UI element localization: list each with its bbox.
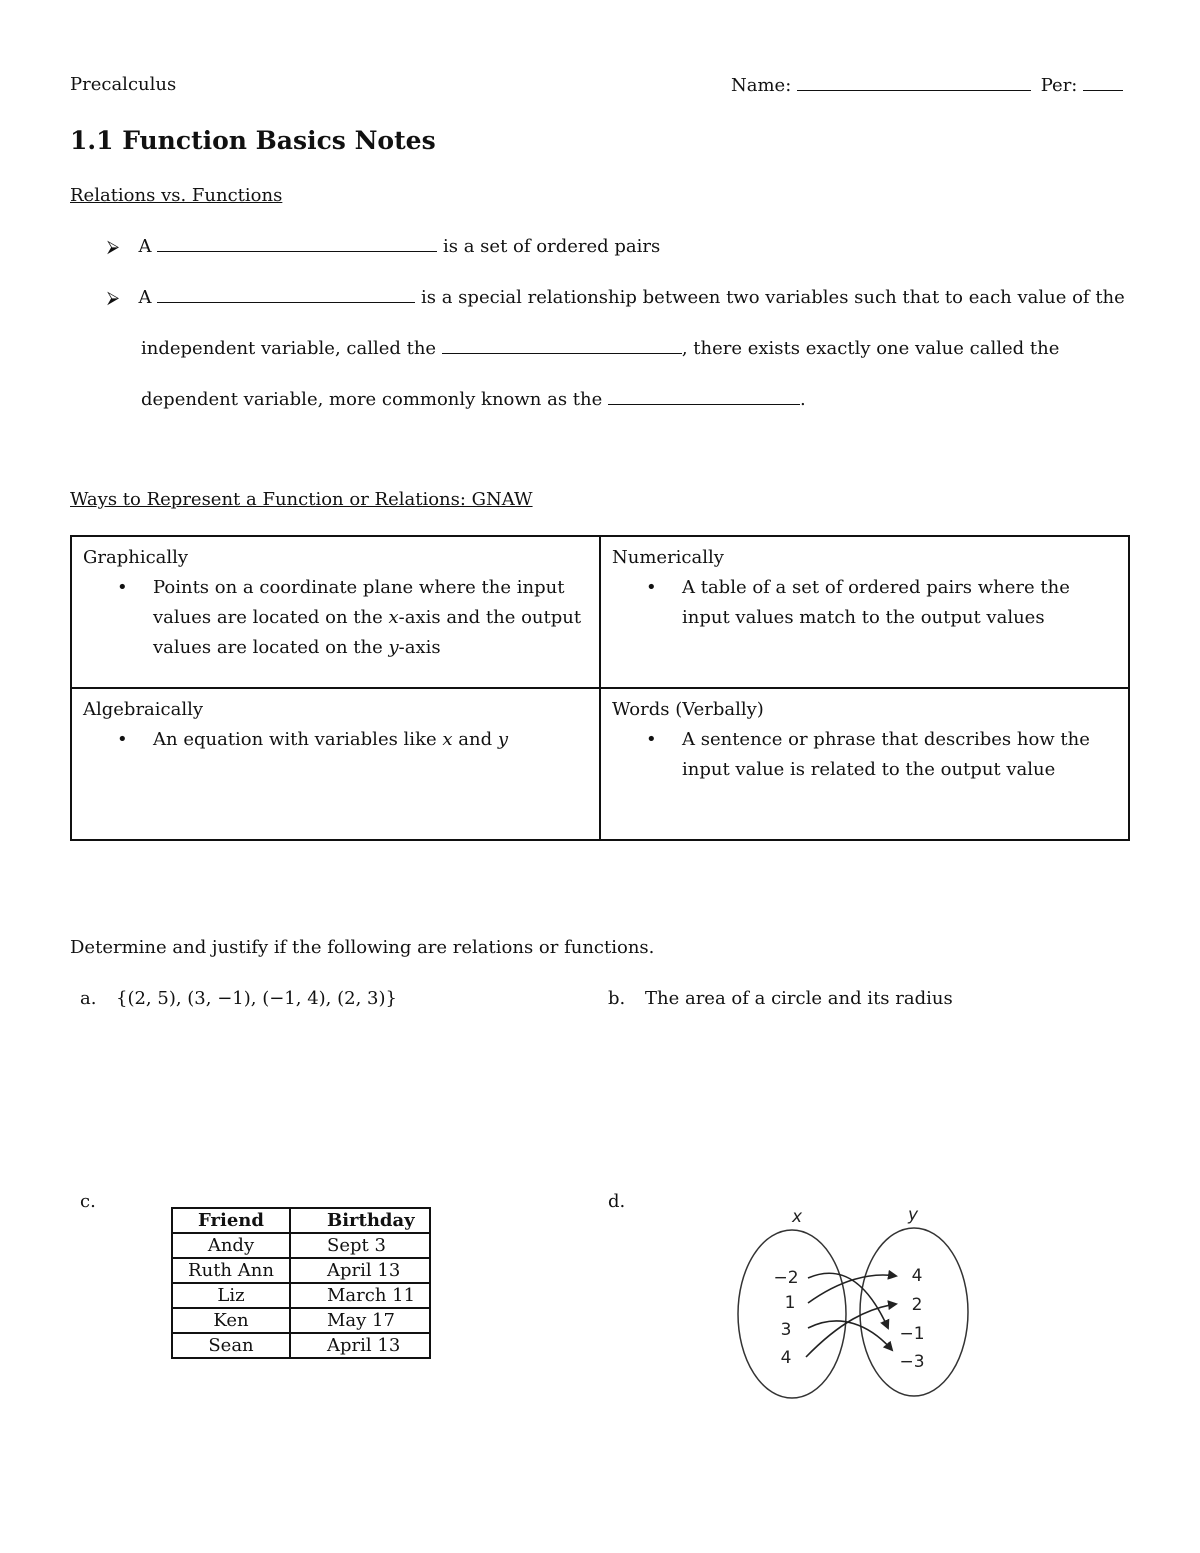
relations-heading: Relations vs. Functions (70, 185, 283, 206)
range-value: 4 (911, 1266, 923, 1286)
problem-c-label: c. (80, 1191, 96, 1212)
domain-value: 4 (780, 1348, 792, 1368)
cell-title: Algebraically (83, 699, 204, 720)
domain-value: −2 (773, 1268, 799, 1288)
problem-d-label: d. (608, 1191, 626, 1212)
cell-title: Numerically (612, 547, 724, 568)
cell-title: Words (Verbally) (612, 699, 764, 720)
domain-oval (738, 1230, 846, 1398)
function-blank[interactable] (157, 286, 415, 303)
arrow-bullet-icon: ⮚ (107, 288, 120, 308)
cell-bullet: • A table of a set of ordered pairs where the input values match to the output values (682, 573, 1118, 633)
table-row (172, 1233, 430, 1258)
table-header-row (172, 1208, 430, 1233)
domain-value: 1 (784, 1293, 796, 1313)
range-value: −1 (899, 1324, 925, 1344)
bullet-function: ⮚ A is a special relationship between two variables such that to each value of the (107, 287, 1125, 308)
words-cell (600, 688, 1129, 840)
problem-b-label: b. (608, 988, 626, 1009)
friend-cell: Ruth Ann (172, 1258, 290, 1283)
name-blank[interactable] (797, 74, 1031, 91)
range-value: 2 (911, 1295, 923, 1315)
friend-cell: Sean (172, 1333, 290, 1358)
name-field[interactable] (731, 74, 1123, 97)
birthday-header: Birthday (290, 1208, 430, 1233)
birthday-cell: May 17 (290, 1308, 430, 1333)
mapping-arrow (808, 1321, 892, 1350)
function-line-2: independent variable, called the , there exists exactly one value called the (141, 338, 1060, 359)
ways-heading: Ways to Represent a Function or Relations: GNAW (70, 489, 533, 510)
domain-value: 3 (780, 1320, 792, 1340)
per-label: Per: (1040, 75, 1078, 96)
cell-title: Graphically (83, 547, 189, 568)
x-label: x (792, 1207, 803, 1227)
course-name: Precalculus (70, 74, 177, 95)
birthday-cell: Sept 3 (290, 1233, 430, 1258)
table-row (172, 1308, 430, 1333)
gnaw-table (70, 535, 1130, 841)
birthday-cell: March 11 (290, 1283, 430, 1308)
friend-header: Friend (172, 1208, 290, 1233)
cell-bullet: • An equation with variables like x and y (153, 725, 589, 755)
birthday-cell: April 13 (290, 1333, 430, 1358)
table-row (172, 1333, 430, 1358)
birthday-cell: April 13 (290, 1258, 430, 1283)
mapping-arrow (806, 1304, 896, 1357)
bullet-relation: ⮚ A is a set of ordered pairs (107, 236, 661, 257)
name-label: Name: (731, 75, 792, 96)
determine-prompt: Determine and justify if the following are relations or functions. (70, 937, 655, 958)
problem-a-set: {(2, 5), (3, −1), (−1, 4), (2, 3)} (116, 988, 397, 1009)
problem-a-label: a. (80, 988, 97, 1009)
friend-cell: Andy (172, 1233, 290, 1258)
friend-cell: Liz (172, 1283, 290, 1308)
output-blank[interactable] (608, 388, 800, 405)
per-blank[interactable] (1083, 74, 1123, 91)
cell-bullet: • Points on a coordinate plane where the input values are located on the x-axis and the output values are located on the y-axis (153, 573, 589, 663)
range-value: −3 (899, 1352, 925, 1372)
input-blank[interactable] (442, 337, 682, 354)
numerically-cell (600, 536, 1129, 688)
function-line-3: dependent variable, more commonly known as the . (141, 389, 806, 410)
mapping-diagram (730, 1200, 980, 1400)
table-row (172, 1283, 430, 1308)
cell-bullet: • A sentence or phrase that describes how the input value is related to the output value (682, 725, 1118, 785)
algebraically-cell (71, 688, 600, 840)
relation-blank[interactable] (157, 235, 437, 252)
mapping-arrow (808, 1275, 896, 1303)
problem-b-text: The area of a circle and its radius (645, 988, 953, 1009)
table-row (172, 1258, 430, 1283)
arrow-bullet-icon: ⮚ (107, 237, 120, 257)
friend-birthday-table (171, 1207, 431, 1359)
graphically-cell (71, 536, 600, 688)
y-label: y (908, 1205, 919, 1225)
page-title: 1.1 Function Basics Notes (70, 126, 436, 155)
friend-cell: Ken (172, 1308, 290, 1333)
